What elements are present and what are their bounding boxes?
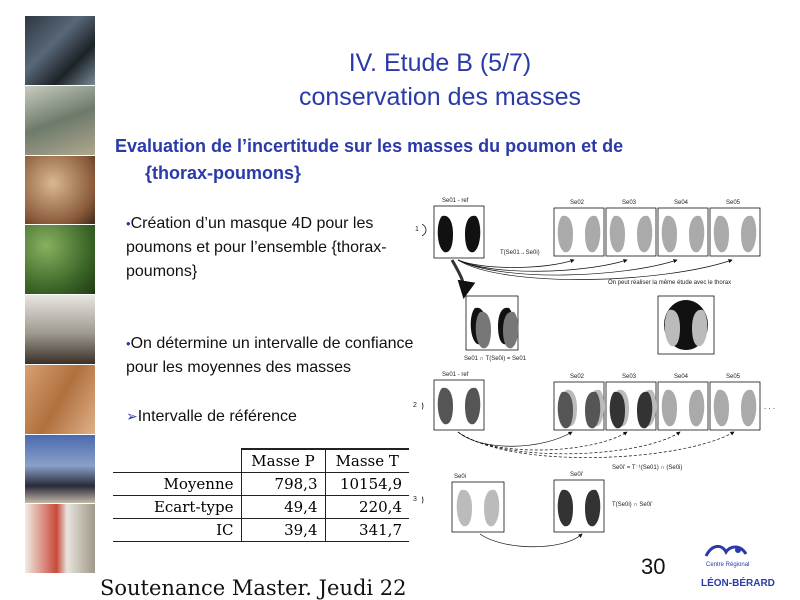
row2-formula: Se0i' = T⁻¹(Se01) ∩ (Se0i) <box>612 465 683 471</box>
table-row-label: Ecart-type <box>113 496 241 519</box>
step-badge-3 <box>422 494 423 506</box>
step-badge-2 <box>422 400 423 412</box>
slide-title-line1: IV. Etude B (5/7) <box>348 49 532 77</box>
table-header-row <box>113 449 409 473</box>
sidebar-photo-hallway <box>25 504 95 574</box>
bullet-text: On détermine un intervalle de confiance pour les moyennes des masses <box>126 335 414 376</box>
leon-berard-logo <box>698 542 780 594</box>
sidebar-photo-bas-relief <box>25 365 95 435</box>
row1-label-se05: Se05 <box>726 200 741 206</box>
table-cell-masse-p: 49,4 <box>241 496 325 519</box>
row1-label-se03: Se03 <box>622 200 637 206</box>
step-number-3: 3 <box>413 496 417 503</box>
sub-bullet-text: Intervalle de référence <box>137 408 297 425</box>
subtitle-line1: Evaluation de l’incertitude sur les masses du poumon et de <box>115 136 624 156</box>
table-cell-masse-p: 798,3 <box>241 473 325 496</box>
sidebar-photo-strip <box>25 16 95 574</box>
bullet-dot: • <box>126 336 131 351</box>
sidebar-photo-office-interior <box>25 86 95 156</box>
bullet-mask-4d <box>126 212 426 284</box>
table-header-empty <box>113 449 241 473</box>
bullet-text: Création d’un masque 4D pour les poumons et pour l’ensemble {thorax-poumons} <box>126 215 387 280</box>
sidebar-photo-cafeteria <box>25 295 95 365</box>
sidebar-photo-sculpture <box>25 156 95 226</box>
row2-label-se02: Se02 <box>570 374 585 380</box>
row1-transform-label: T(Se01→Se0i) <box>500 250 540 256</box>
table-cell-masse-t: 341,7 <box>325 519 409 542</box>
table-row-label: Moyenne <box>113 473 241 496</box>
mass-stats-table <box>113 448 409 542</box>
subtitle-line2: {thorax-poumons} <box>145 163 302 183</box>
footer-text: Soutenance Master. Jeudi 22 <box>100 576 407 600</box>
table-header-masse-p: Masse P <box>241 449 325 473</box>
bullet-confidence-interval <box>126 332 426 380</box>
sidebar-photo-pyramid-roof <box>25 435 95 505</box>
row1-thorax-note: On peut réaliser la même étude avec le thorax <box>608 280 732 286</box>
row1-label-se04: Se04 <box>674 200 689 206</box>
table-row <box>113 496 409 519</box>
arrow-bullet-icon: ➢ <box>126 408 138 424</box>
row2-label-se03: Se03 <box>622 374 637 380</box>
row3-label-se0i-prime: Se0i' <box>570 472 584 478</box>
table-cell-masse-t: 10154,9 <box>325 473 409 496</box>
table-cell-masse-t: 220,4 <box>325 496 409 519</box>
slide-subtitle <box>115 133 755 187</box>
logo-line2: LÉON-BÉRARD <box>701 578 775 589</box>
logo-mark-icon <box>698 542 780 562</box>
row2-label-se04: Se04 <box>674 374 689 380</box>
row3-label-se0i: Se0i <box>454 474 467 480</box>
step-number-1: 1 <box>415 226 419 233</box>
row1-label-se02: Se02 <box>570 200 585 206</box>
row2-label-se05: Se05 <box>726 374 741 380</box>
diagram-svg <box>422 190 790 550</box>
sub-bullet-reference-interval <box>126 408 297 426</box>
logo-line1: Centre Régional <box>706 562 750 568</box>
table-row-label: IC <box>113 519 241 542</box>
row1-ref-label: Se01 - ref <box>442 198 469 204</box>
table-cell-masse-p: 39,4 <box>241 519 325 542</box>
page-number: 30 <box>641 554 666 579</box>
row2-ref-label: Se01 - ref <box>442 372 469 378</box>
table-header-masse-t: Masse T <box>325 449 409 473</box>
row2-ellipsis: . . . <box>764 402 776 411</box>
mask-registration-diagram <box>413 190 790 550</box>
table-row <box>113 473 409 496</box>
bullet-dot: • <box>126 216 131 231</box>
sidebar-photo-greenery <box>25 225 95 295</box>
table-row <box>113 519 409 542</box>
slide-title-line2: conservation des masses <box>298 83 582 111</box>
step-badge-1 <box>422 224 426 236</box>
step-number-2: 2 <box>413 402 417 409</box>
row1-intersection-label: Se01 ∩ T(Se0i) = Se01 <box>464 356 527 362</box>
sidebar-photo-building-facade <box>25 16 95 86</box>
row3-formula: T(Se0i) ∩ Se0i' <box>612 502 653 508</box>
